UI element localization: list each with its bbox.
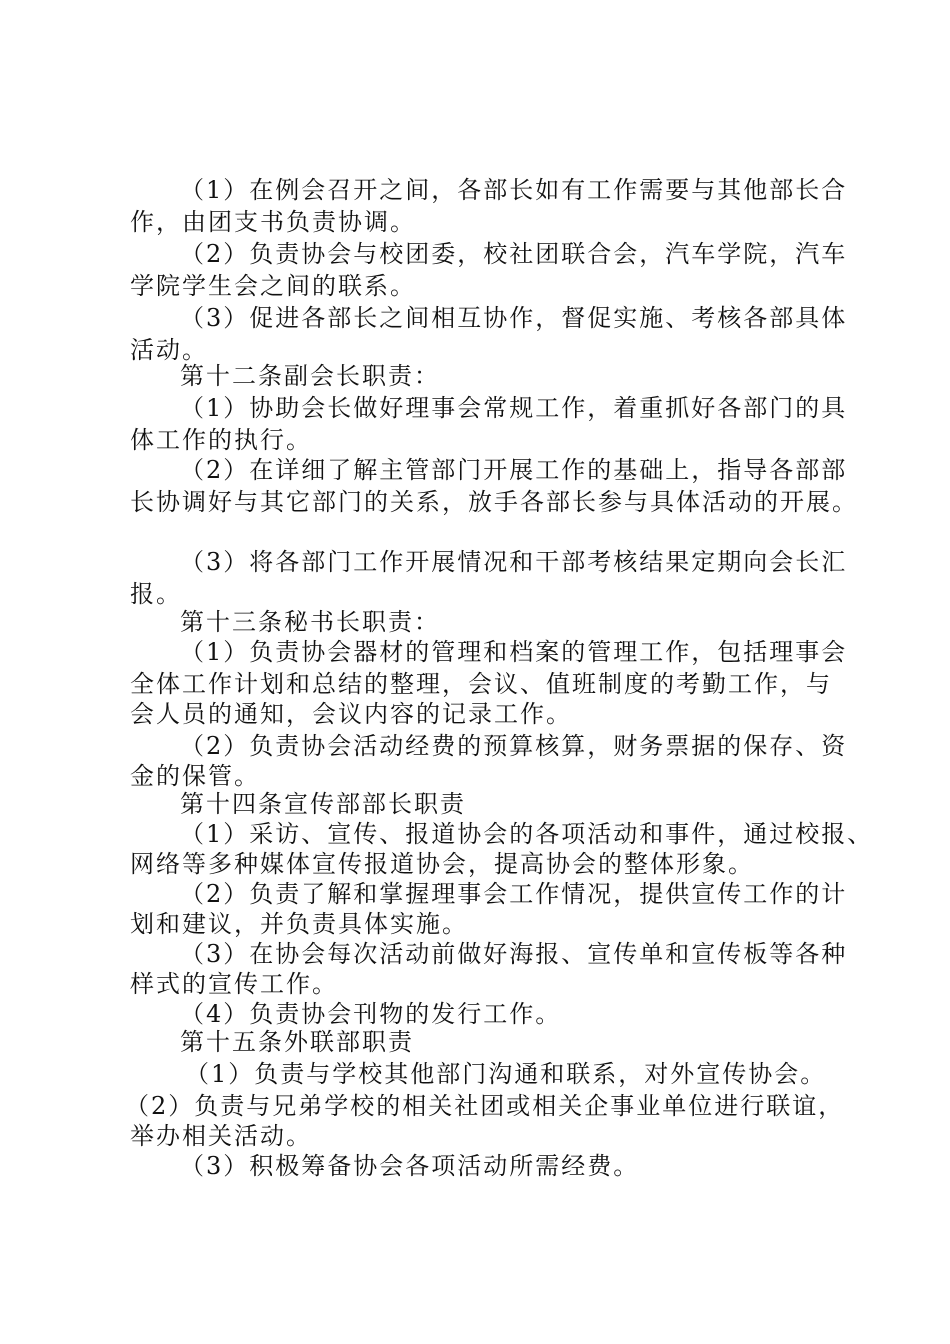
- text-line: （1）在例会召开之间，各部长如有工作需要与其他部长合: [180, 176, 848, 204]
- text-line: （1）负责与学校其他部门沟通和联系，对外宣传协会。: [185, 1060, 827, 1088]
- text-line: （1）采访、宣传、报道协会的各项活动和事件，通过校报、: [180, 820, 874, 848]
- text-line: 样式的宣传工作。: [130, 970, 338, 998]
- text-line: 网络等多种媒体宣传报道协会，提高协会的整体形象。: [130, 850, 754, 878]
- text-line: （2）负责协会活动经费的预算核算，财务票据的保存、资: [180, 732, 848, 760]
- text-line: 活动。: [130, 336, 208, 364]
- text-line: 金的保管。: [130, 762, 260, 790]
- text-line: 长协调好与其它部门的关系，放手各部长参与具体活动的开展。: [130, 488, 858, 516]
- text-line: 体工作的执行。: [130, 426, 312, 454]
- section-heading: 第十五条外联部职责: [180, 1028, 414, 1056]
- text-line: 作，由团支书负责协调。: [130, 208, 416, 236]
- section-heading: 第十二条副会长职责：: [180, 362, 440, 390]
- text-line: 报。: [130, 580, 182, 608]
- text-line: 全体工作计划和总结的整理，会议、值班制度的考勤工作，与: [130, 670, 832, 698]
- text-line: （3）将各部门工作开展情况和干部考核结果定期向会长汇: [180, 548, 848, 576]
- text-line: （3）在协会每次活动前做好海报、宣传单和宣传板等各种: [180, 940, 848, 968]
- text-line: （1）负责协会器材的管理和档案的管理工作，包括理事会: [180, 638, 848, 666]
- text-line: 举办相关活动。: [130, 1122, 312, 1150]
- text-line: （4）负责协会刊物的发行工作。: [180, 1000, 562, 1028]
- text-line: 学院学生会之间的联系。: [130, 272, 416, 300]
- text-line: （3）积极筹备协会各项活动所需经费。: [180, 1152, 640, 1180]
- text-line: （3）促进各部长之间相互协作，督促实施、考核各部具体: [180, 304, 848, 332]
- text-line: （2）在详细了解主管部门开展工作的基础上，指导各部部: [180, 456, 848, 484]
- section-heading: 第十三条秘书长职责：: [180, 608, 440, 636]
- text-line: （1）协助会长做好理事会常规工作，着重抓好各部门的具: [180, 394, 848, 422]
- text-line: （2）负责协会与校团委，校社团联合会，汽车学院，汽车: [180, 240, 848, 268]
- text-line: （2）负责了解和掌握理事会工作情况，提供宣传工作的计: [180, 880, 848, 908]
- section-heading: 第十四条宣传部部长职责: [180, 790, 466, 818]
- text-line: （2）负责与兄弟学校的相关社团或相关企事业单位进行联谊，: [125, 1092, 845, 1120]
- text-line: 划和建议，并负责具体实施。: [130, 910, 468, 938]
- text-line: 会人员的通知，会议内容的记录工作。: [130, 700, 572, 728]
